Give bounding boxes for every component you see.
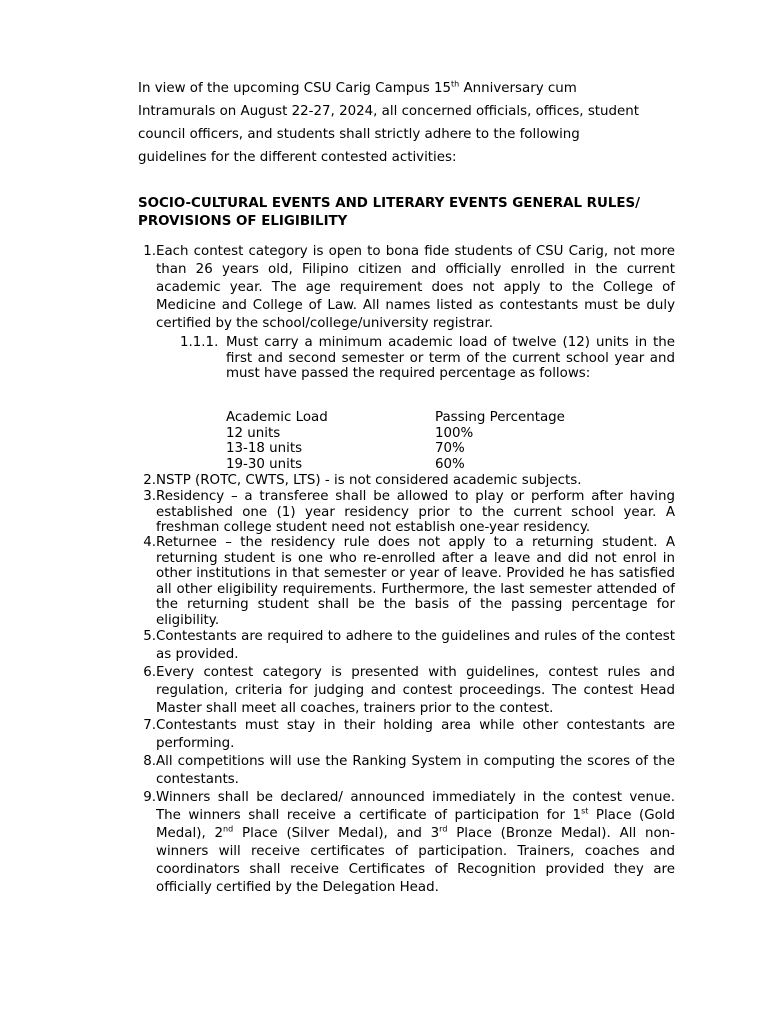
intro-line-4: guidelines for the different contested activities: bbox=[138, 150, 457, 165]
intro-line-1: In view of the upcoming CSU Carig Campus 15th Anniversary cum bbox=[138, 79, 577, 96]
table-header: Academic Load bbox=[226, 410, 328, 425]
list-item-1 bbox=[130, 243, 675, 333]
sub-number: 1.1.1. bbox=[180, 335, 219, 350]
intro-line-2: Intramurals on August 22-27, 2024, all concerned officials, offices, student bbox=[138, 104, 640, 119]
superscript-nd: nd bbox=[223, 824, 234, 834]
table-row bbox=[226, 441, 586, 457]
table-header-row bbox=[226, 410, 586, 426]
sub-text: Must carry a minimum academic load of twelve (12) units in the first and second semester or term of the current school year and must have passed the required percentage as follows: bbox=[226, 335, 675, 382]
list-number: 6. bbox=[143, 665, 156, 680]
list-text: Every contest category is presented with guidelines, contest rules and regulation, criteria for judging and contest proceedings. The contest Head Master shall meet all coaches, trainers prior to the contest. bbox=[156, 665, 675, 716]
superscript-st: st bbox=[581, 806, 589, 816]
list-text: Contestants are required to adhere to the guidelines and rules of the contest as provided. bbox=[156, 629, 675, 662]
list-text: Residency – a transferee shall be allowed to play or perform after having established one (1) year residency prior to the current school year. A freshman college student need not establish one-year residency. bbox=[156, 489, 675, 536]
intro-paragraph bbox=[138, 77, 678, 169]
list-number: 2. bbox=[143, 473, 156, 488]
table-cell: 100% bbox=[435, 425, 474, 441]
list-number: 8. bbox=[143, 754, 156, 769]
list-text: Each contest category is open to bona fide students of CSU Carig, not more than 26 years old, Filipino citizen and officially enrolled in the current academic year. The age requirement does not apply to the College of Medicine and College of Law. All names listed as contestants must be duly certified by the school/college/university registrar. bbox=[156, 244, 675, 331]
table-cell: 12 units bbox=[226, 425, 281, 441]
list-text: Returnee – the residency rule does not apply to a returning student. A returning student is one who re-enrolled after a leave and did not enrol in other institutions in that semester or year of leave. Provided he has satisfied all other eligibility requirements. Furthermore, the last semester attended of the returning student shall be the basis of the passing percentage for eligibility. bbox=[156, 535, 675, 628]
list-number: 9. bbox=[143, 790, 156, 805]
list-text: Winners shall be declared/ announced immediately in the contest venue. The winners shall receive a certificate of participation for 1st Place (Gold Medal), 2nd Place (Silver Medal), and 3rd Place (Bronze Medal). All non-winners will receive certificates of participation. Trainers, coaches and coordinators shall receive Certificates of Recognition provided they are officially certified by the Delegation Head. bbox=[156, 790, 675, 895]
superscript-rd: rd bbox=[439, 824, 448, 834]
list-text: All competitions will use the Ranking System in computing the scores of the contestants. bbox=[156, 754, 675, 787]
table-cell: 13-18 units bbox=[226, 441, 303, 457]
list-number: 4. bbox=[143, 535, 156, 550]
passing-percentage-table bbox=[226, 410, 586, 472]
list-text: Contestants must stay in their holding area while other contestants are performing. bbox=[156, 718, 675, 751]
list-text: NSTP (ROTC, CWTS, LTS) - is not considered academic subjects. bbox=[156, 473, 582, 488]
list-number: 1. bbox=[143, 244, 156, 259]
intro-line-3: council officers, and students shall strictly adhere to the following bbox=[138, 127, 580, 142]
list-number: 5. bbox=[143, 629, 156, 644]
section-heading: SOCIO-CULTURAL EVENTS AND LITERARY EVENTS GENERAL RULES/ PROVISIONS OF ELIGIBILITY bbox=[138, 196, 641, 229]
superscript-th: th bbox=[451, 79, 460, 89]
table-header: Passing Percentage bbox=[435, 410, 565, 425]
list-number: 3. bbox=[143, 489, 156, 504]
table-cell: 19-30 units bbox=[226, 456, 303, 472]
list-number: 7. bbox=[143, 718, 156, 733]
table-cell: 60% bbox=[435, 456, 465, 472]
table-row bbox=[226, 426, 586, 442]
table-cell: 70% bbox=[435, 441, 465, 457]
table-row bbox=[226, 457, 586, 473]
